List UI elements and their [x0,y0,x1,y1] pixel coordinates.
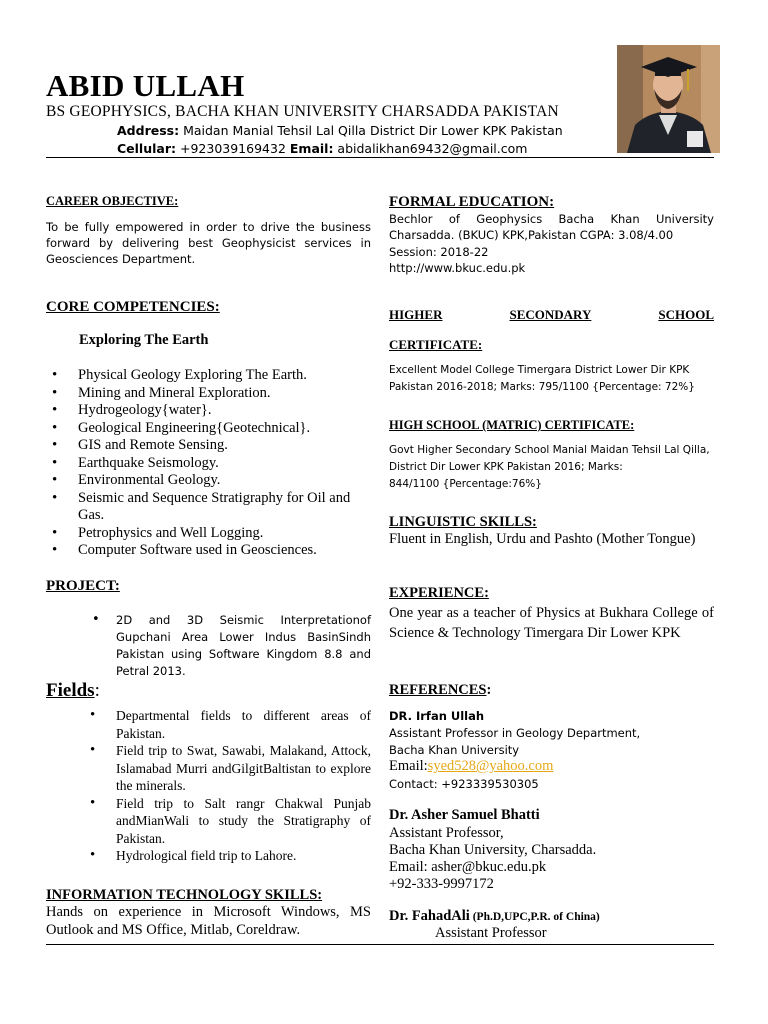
list-item: • Seismic and Sequence Stratigraphy for Oil and Gas. [46,490,371,525]
it-skills-text: Hands on experience in Microsoft Windows, MS Outlook and MS Office, Mitlab, Coreldraw. [46,904,371,938]
reference-2-email: Email: asher@bkuc.edu.pk [389,859,547,875]
matric-line-1: Govt Higher Secondary School Manial Maidan Tehsil Lal Qilla, [389,444,710,456]
bullet: • [92,612,100,627]
experience-heading: EXPERIENCE: [389,585,489,601]
career-objective-heading: CAREER OBJECTIVE: [46,194,179,208]
reference-1-email-link[interactable]: syed528@yahoo.com [427,758,554,774]
email-label: Email: [289,141,334,156]
linguistic-text: Fluent in English, Urdu and Pashto (Mother Tongue) [389,531,696,547]
list-item: • Hydrogeology{water}. [46,402,371,420]
career-objective-text: To be fully empowered in order to drive the business forward by delivering best Geophysicist services in Geosciences Department. [46,220,371,266]
list-item: • Field trip to Salt rangr Chakwal Punjab andMianWali to study the Stratigraphy of Pakistan. [84,795,371,848]
formal-education-heading: FORMAL EDUCATION: [389,194,555,210]
fields-colon: : [94,680,100,701]
matric-line-3: 844/1100 {Percentage:76%} [389,478,542,490]
address-line [117,123,563,138]
degree-line: BS GEOPHYSICS, BACHA KHAN UNIVERSITY CHARSADDA PAKISTAN [46,103,559,120]
list-item: • GIS and Remote Sensing. [46,437,371,455]
hssc-heading-line2: CERTIFICATE: [389,337,483,352]
reference-1-email-label: Email: [389,758,428,774]
references-colon: : [486,682,492,698]
footer-divider [46,944,714,945]
reference-2-org: Bacha Khan University, Charsadda. [389,842,597,858]
list-item: • Field trip to Swat, Sawabi, Malakand, Attock, Islamabad Murri andGilgitBaltistan to explore the minerals. [84,742,371,795]
list-item: • Geological Engineering{Geotechnical}. [46,420,371,438]
education-session: Session: 2018-22 [389,245,489,259]
list-item: • Earthquake Seismology. [46,455,371,473]
reference-3-name: Dr. FahadAli [389,908,470,924]
fields-list [84,707,371,865]
reference-2-name: Dr. Asher Samuel Bhatti [389,807,540,823]
reference-3-name-line [389,908,600,925]
hssc-text: Excellent Model College Timergara District Lower Dir KPK Pakistan 2016-2018; Marks: 795/1100 {Percentage: 72%} [389,364,695,393]
hssc-heading [389,307,714,323]
core-subtitle: Exploring The Earth [79,332,209,348]
list-item: • Hydrological field trip to Lahore. [84,847,371,865]
reference-1-org: Bacha Khan University [389,743,520,757]
list-item: • Petrophysics and Well Logging. [46,525,371,543]
reference-2-phone: +92-333-9997172 [389,876,494,892]
references-title: REFERENCES [389,682,487,698]
address-label: Address: [117,123,180,138]
linguistic-heading: LINGUISTIC SKILLS: [389,514,537,530]
reference-1-email-line [389,758,553,775]
hssc-word: SCHOOL [658,307,714,322]
list-item: • Departmental fields to different areas of Pakistan. [84,707,371,742]
reference-1-role: Assistant Professor in Geology Department, [389,726,641,740]
list-item: • Environmental Geology. [46,472,371,490]
list-item: • Computer Software used in Geosciences. [46,542,371,560]
matric-heading: HIGH SCHOOL (MATRIC) CERTIFICATE: [389,418,635,432]
it-skills-heading: INFORMATION TECHNOLOGY SKILLS: [46,887,323,903]
list-item: • Physical Geology Exploring The Earth. [46,367,371,385]
fields-title: Fields [46,680,95,701]
contact-line [117,141,527,156]
fields-heading [46,680,100,702]
header-divider [46,157,714,158]
core-competencies-list [46,367,371,560]
education-url: http://www.bkuc.edu.pk [389,261,526,275]
reference-1-name: DR. Irfan Ullah [389,709,485,723]
cellular-value: +923039169432 [176,141,290,156]
list-item: • Mining and Mineral Exploration. [46,385,371,403]
project-heading: PROJECT: [46,578,120,594]
email-value: abidalikhan69432@gmail.com [333,141,528,156]
matric-line-2: District Dir Lower KPK Pakistan 2016; Marks: [389,461,623,473]
reference-3-role: Assistant Professor [435,925,547,941]
reference-1-contact: Contact: +923339530305 [389,777,539,791]
cellular-label: Cellular: [117,141,177,156]
hssc-word: HIGHER [389,307,443,322]
core-competencies-heading: CORE COMPETENCIES: [46,299,220,315]
experience-text: One year as a teacher of Physics at Bukhara College of Science & Technology Timergara Dir Lower KPK [389,605,714,641]
address-value: Maidan Manial Tehsil Lal Qilla District Dir Lower KPK Pakistan [179,123,563,138]
hssc-word: SECONDARY [509,307,592,322]
profile-photo [617,45,720,153]
references-heading [389,682,491,699]
project-item: 2D and 3D Seismic Interpretationof Gupchani Area Lower Indus BasinSindh Pakistan using Software Kingdom 8.8 and Petral 2013. [116,613,371,678]
reference-3-qualifications: (Ph.D,UPC,P.R. of China) [469,911,600,923]
reference-2-role: Assistant Professor, [389,825,504,841]
candidate-name: ABID ULLAH [46,68,245,103]
formal-education-text: Bechlor of Geophysics Bacha Khan University Charsadda. (BKUC) KPK,Pakistan CGPA: 3.08/4.00 [389,212,714,242]
